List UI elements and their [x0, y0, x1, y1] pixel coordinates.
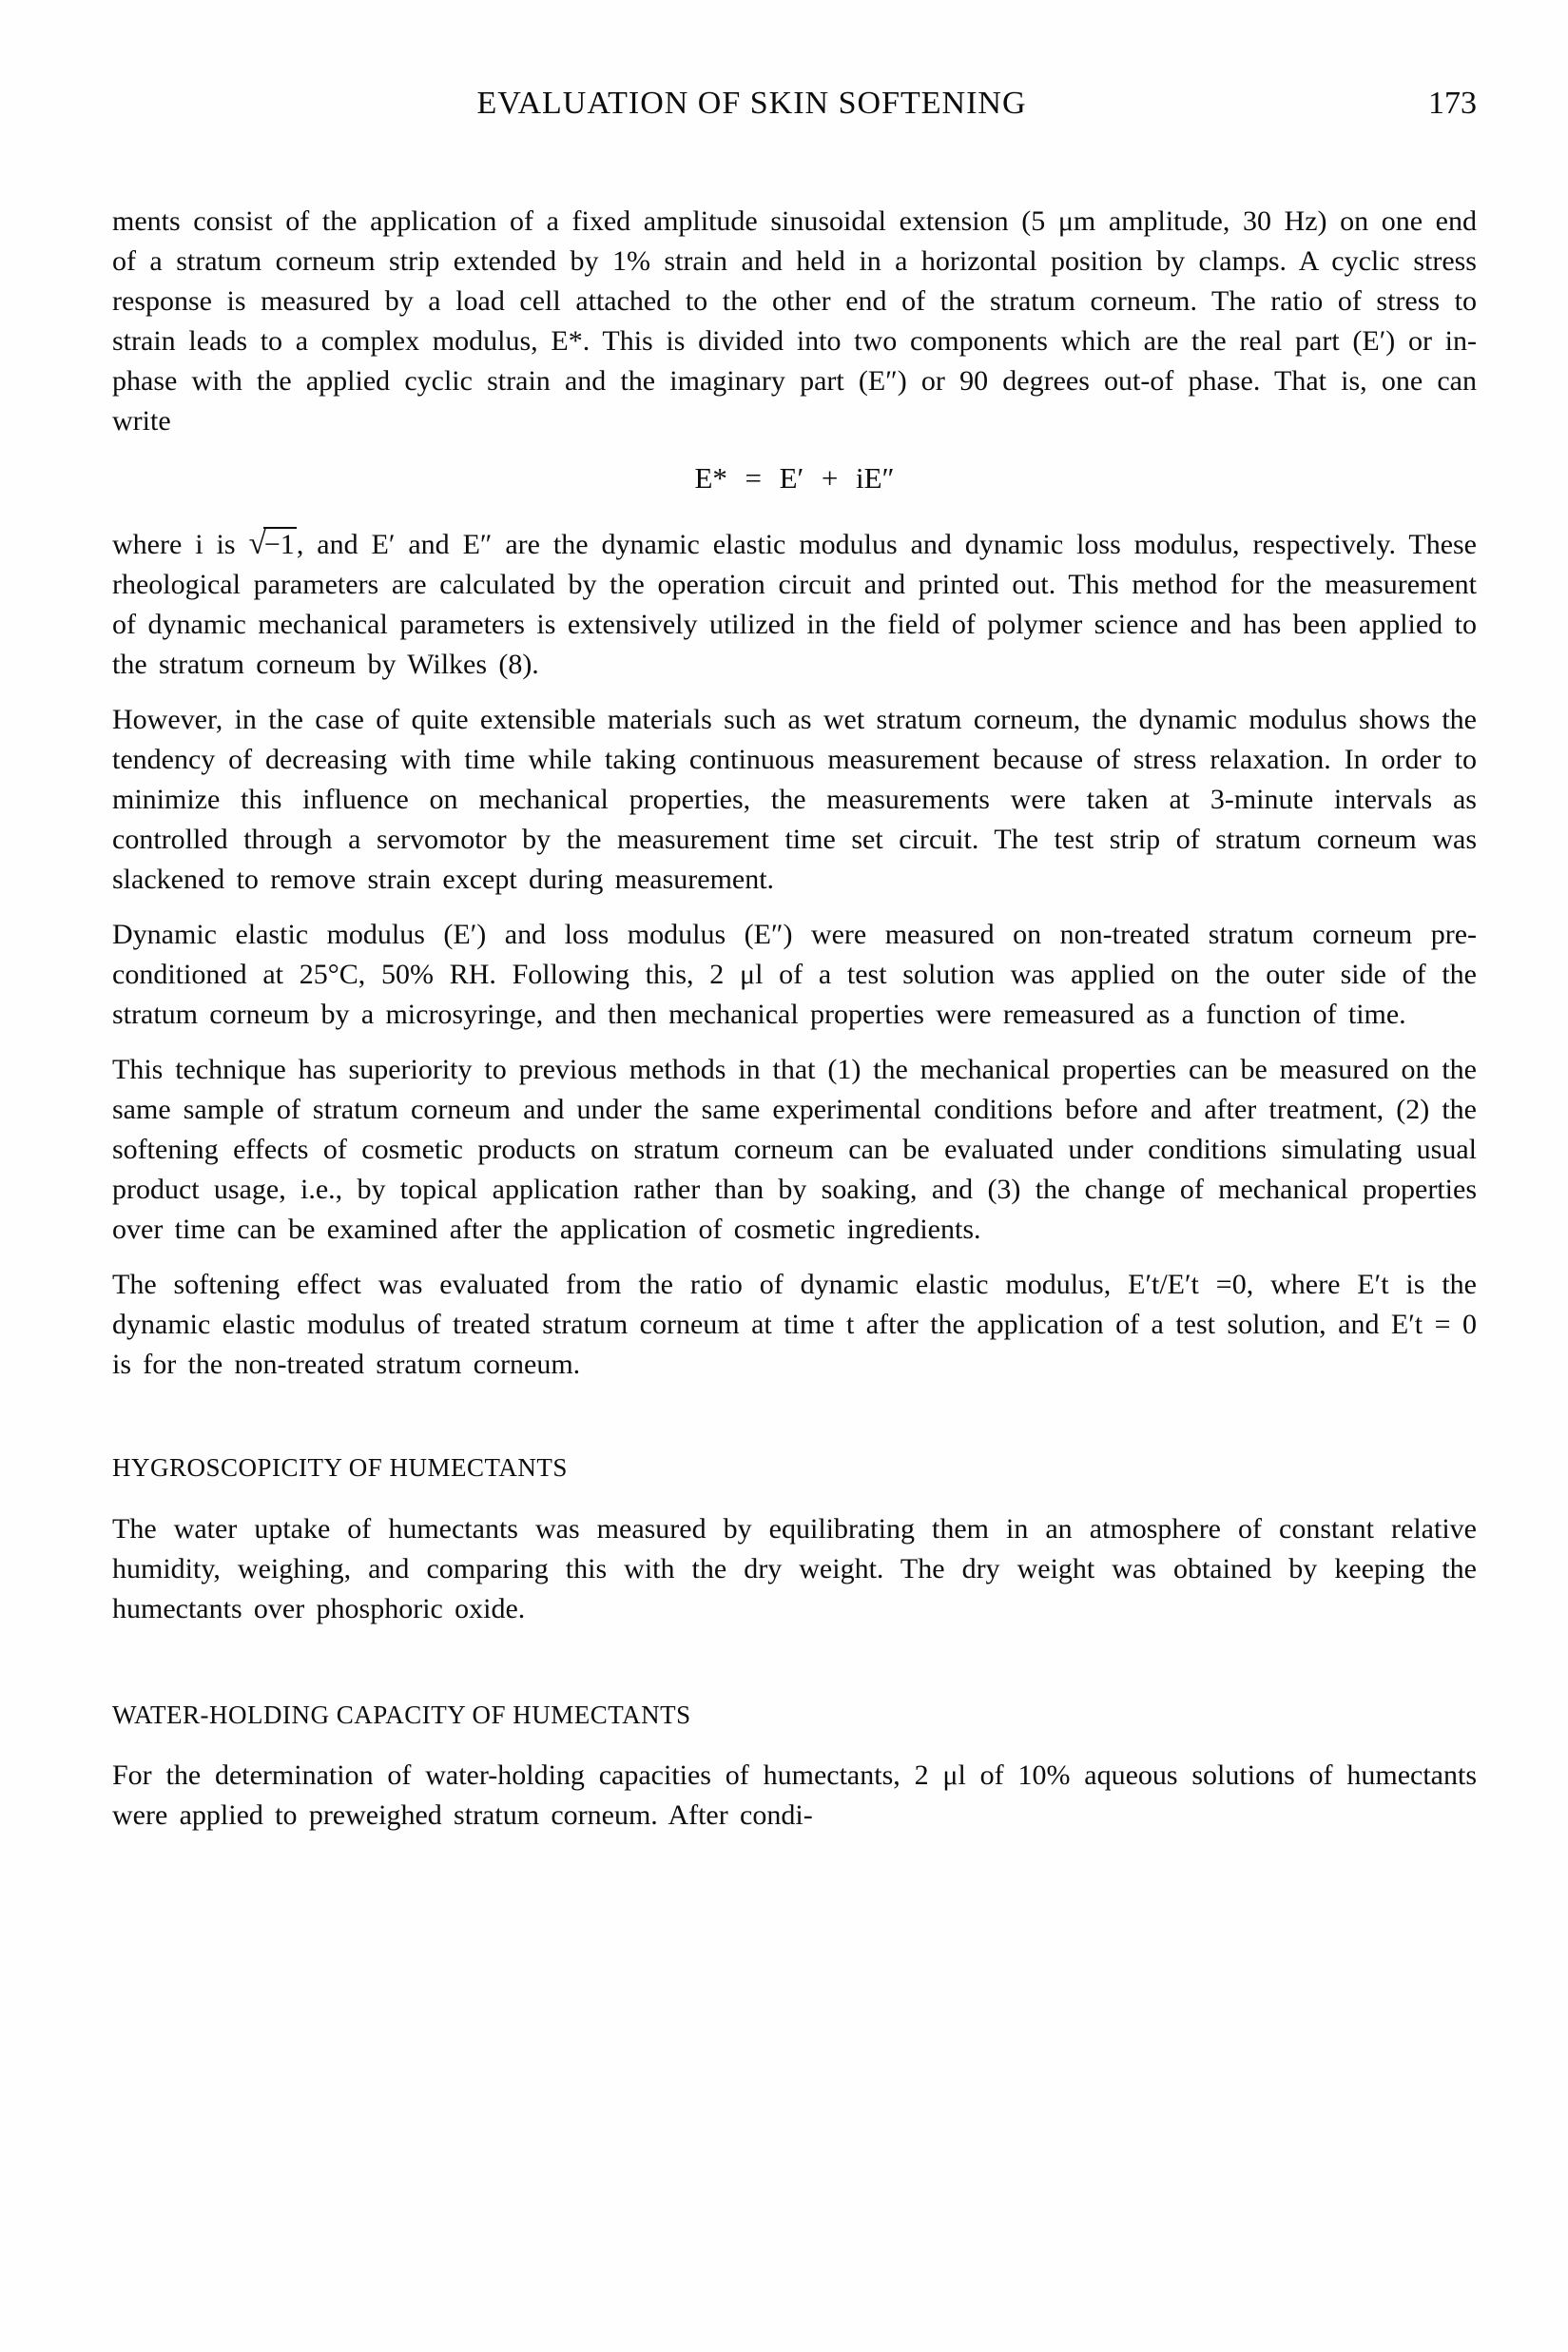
paragraph-moduli-pre: where i is	[112, 529, 249, 560]
paragraph-moduli-post: , and E′ and E″ are the dynamic elastic modulus and dynamic loss modulus, respectively. These rheological parameters are calculated by the operation circuit and printed out. This method for the measurement of dynamic mechanical parameters is extensively utilized in the field of polymer science and has been applied to the stratum corneum by Wilkes (8).	[112, 529, 1477, 680]
text-block	[112, 84, 1477, 1836]
paragraph-moduli-definition	[112, 525, 1477, 685]
section-heading-hygroscopicity: HYGROSCOPICITY OF HUMECTANTS	[112, 1453, 568, 1482]
page-number: 173	[1428, 86, 1477, 121]
running-head	[112, 84, 1477, 124]
radical-sign: √	[248, 526, 266, 561]
paragraph-water-holding-determination: For the determination of water-holding capacities of humectants, 2 μl of 10% aqueous solutions of humectants were applied to preweighed stratum corneum. After condi-	[112, 1759, 1477, 1831]
running-title: EVALUATION OF SKIN SOFTENING	[476, 86, 1027, 121]
paragraph-measurement-conditions: Dynamic elastic modulus (E′) and loss modulus (E″) were measured on non-treated stratum corneum pre-conditioned at 25°C, 50% RH. Following this, 2 μl of a test solution was applied on the outer side of the stratum corneum by a microsyringe, and then mechanical properties were remeasured as a function of time.	[112, 919, 1477, 1030]
paragraph-water-uptake: The water uptake of humectants was measured by equilibrating them in an atmosphere of constant relative humidity, weighing, and comparing this with the dry weight. The dry weight was obtained by keeping the humectants over phosphoric oxide.	[112, 1513, 1477, 1624]
paragraph-softening-effect-ratio: The softening effect was evaluated from the ratio of dynamic elastic modulus, E′t/E′t =0, where E′t is the dynamic elastic modulus of treated stratum corneum at time t after the application of a test solution, and E′t = 0 is for the non-treated stratum corneum.	[112, 1269, 1477, 1380]
paragraph-technique-superiority: This technique has superiority to previous methods in that (1) the mechanical properties can be measured on the same sample of stratum corneum and under the same experimental conditions before and after treatment, (2) the softening effects of cosmetic products on stratum corneum can be evaluated under conditions simulating usual product usage, i.e., by topical application rather than by soaking, and (3) the change of mechanical properties over time can be examined after the application of cosmetic ingredients.	[112, 1054, 1477, 1245]
section-heading-water-holding: WATER-HOLDING CAPACITY OF HUMECTANTS	[112, 1701, 691, 1729]
sqrt-minus-one	[248, 526, 296, 561]
paragraph-stress-relaxation: However, in the case of quite extensible materials such as wet stratum corneum, the dynamic modulus shows the tendency of decreasing with time while taking continuous measurement because of stress relaxation. In order to minimize this influence on mechanical properties, the measurements were taken at 3-minute intervals as controlled through a servomotor by the measurement time set circuit. The test strip of stratum corneum was slackened to remove strain except during measurement.	[112, 704, 1477, 895]
equation-complex-modulus	[112, 458, 1477, 498]
paragraph-measurement-method: ments consist of the application of a fixed amplitude sinusoidal extension (5 μm amplitude, 30 Hz) on one end of a stratum corneum strip extended by 1% strain and held in a horizontal position by clamps. A cyclic stress response is measured by a load cell attached to the other end of the stratum corneum. The ratio of stress to strain leads to a complex modulus, E*. This is divided into two components which are the real part (E′) or in-phase with the applied cyclic strain and the imaginary part (E″) or 90 degrees out-of phase. That is, one can write	[112, 205, 1477, 437]
equation-formula: E* = E′ + iE″	[694, 461, 895, 495]
radical-argument: −1	[263, 529, 295, 560]
body-text	[112, 202, 1477, 1836]
